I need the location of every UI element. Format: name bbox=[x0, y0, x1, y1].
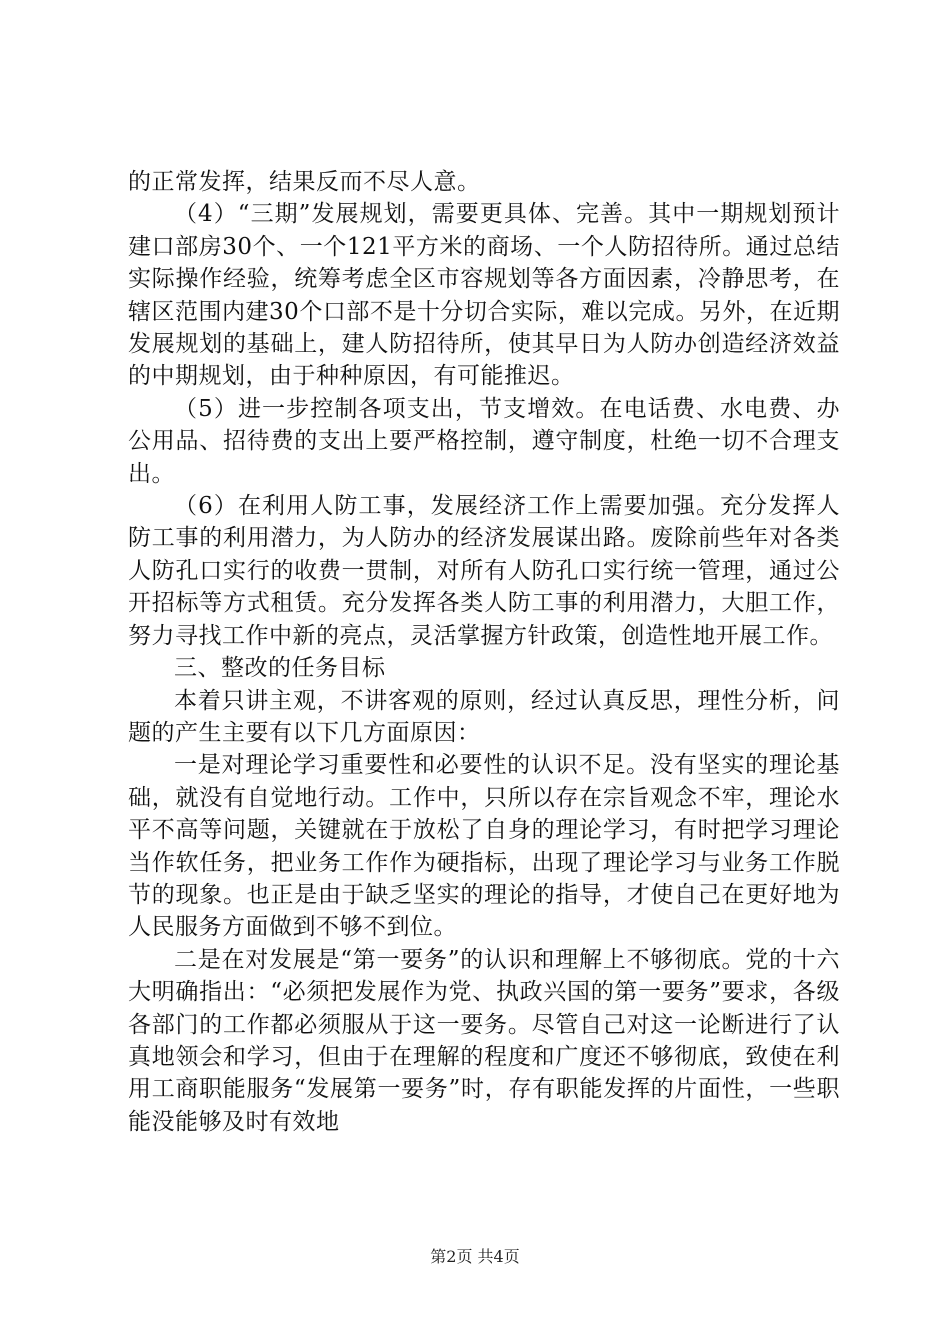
section-heading: 三、整改的任务目标 bbox=[174, 655, 386, 682]
paragraph-7: 二是在对发展是“第一要务”的认识和理解上不够彻底。党的十六大明确指出：“必须把发展作为党、执政兴国的第一要务”要求，各级各部门的工作都必须服从于这一要务。尽管自己对这一论断进行了认真地领会和学习，但由于在理解的程度和广度还不够彻底，致使在利用工商职能服务“发展第一要务”时，存有职能发挥的片面性，一些职能没能够及时有效地 bbox=[128, 946, 840, 1135]
paragraph-2: （4）“三期”发展规划，需要更具体、完善。其中一期规划预计建口部房30个、一个121平方米的商场、一个人防招待所。通过总结实际操作经验，统筹考虑全区市容规划等各方面因素，冷静思考，在辖区范围内建30个口部不是十分切合实际，难以完成。另外，在近期发展规划的基础上，建人防招待所，使其早日为人防办创造经济效益的中期规划，由于种种原因，有可能推迟。 bbox=[128, 201, 840, 390]
paragraph-5: 本着只讲主观，不讲客观的原则，经过认真反思，理性分析，问题的产生主要有以下几方面原因： bbox=[128, 687, 840, 746]
document-body bbox=[128, 166, 840, 1138]
page-footer: 第2页 共4页 bbox=[430, 1247, 520, 1266]
paragraph-4: （6）在利用人防工事，发展经济工作上需要加强。充分发挥人防工事的利用潜力，为人防办的经济发展谋出路。废除前些年对各类人防孔口实行的收费一贯制，对所有人防孔口实行统一管理，通过公开招标等方式租赁。充分发挥各类人防工事的利用潜力，大胆工作，努力寻找工作中新的亮点，灵活掌握方针政策，创造性地开展工作。 bbox=[128, 493, 840, 649]
paragraph-1: 的正常发挥，结果反而不尽人意。 bbox=[128, 169, 481, 195]
paragraph-6: 一是对理论学习重要性和必要性的认识不足。没有坚实的理论基础，就没有自觉地行动。工作中，只所以存在宗旨观念不牢，理论水平不高等问题，关键就在于放松了自身的理论学习，有时把学习理论当作软任务，把业务工作作为硬指标，出现了理论学习与业务工作脱节的现象。也正是由于缺乏坚实的理论的指导，才使自己在更好地为人民服务方面做到不够不到位。 bbox=[128, 752, 840, 941]
paragraph-3: （5）进一步控制各项支出，节支增效。在电话费、水电费、办公用品、招待费的支出上要严格控制，遵守制度，杜绝一切不合理支出。 bbox=[128, 395, 840, 487]
